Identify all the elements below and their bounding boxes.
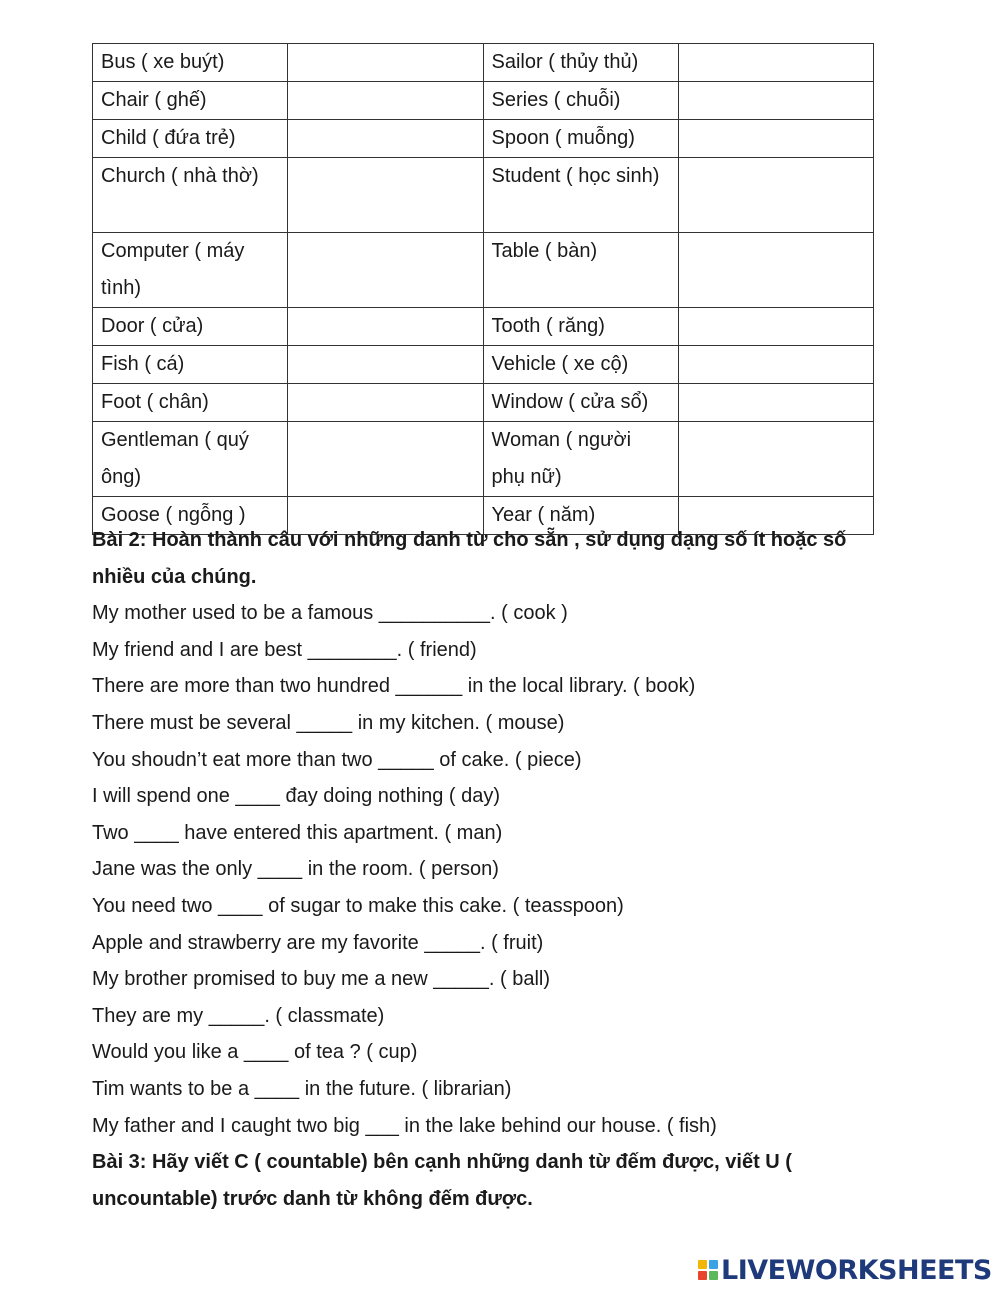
word-cell: Year ( năm) <box>483 497 678 535</box>
exercise2-sentence: You shoudn’t eat more than two _____ of cake. ( piece) <box>92 748 582 771</box>
answer-cell[interactable] <box>288 233 483 308</box>
table-row <box>93 44 874 82</box>
table-row <box>93 422 874 497</box>
word-cell: Vehicle ( xe cộ) <box>483 346 678 384</box>
exercise-content <box>92 522 952 1217</box>
table-row <box>93 346 874 384</box>
answer-cell[interactable] <box>288 384 483 422</box>
word-cell: Window ( cửa sổ) <box>483 384 678 422</box>
word-cell: Bus ( xe buýt) <box>93 44 288 82</box>
answer-cell[interactable] <box>678 82 873 120</box>
word-cell: Gentleman ( quý ông) <box>93 422 288 497</box>
word-cell: Series ( chuỗi) <box>483 82 678 120</box>
answer-cell[interactable] <box>288 44 483 82</box>
word-cell: Tooth ( răng) <box>483 308 678 346</box>
exercise2-sentence: There are more than two hundred ______ in the local library. ( book) <box>92 675 696 698</box>
exercise2-sentence: Apple and strawberry are my favorite _____. ( fruit) <box>92 931 544 954</box>
word-cell: Foot ( chân) <box>93 384 288 422</box>
word-cell: Student ( học sinh) <box>483 158 678 233</box>
exercise2-sentence: My mother used to be a famous __________. ( cook ) <box>92 602 568 625</box>
logo-text: LIVEWORKSHEETS <box>721 1254 992 1286</box>
word-cell: Sailor ( thủy thủ) <box>483 44 678 82</box>
exercise2-sentence: My brother promised to buy me a new _____. ( ball) <box>92 968 550 991</box>
word-cell: Goose ( ngỗng ) <box>93 497 288 535</box>
word-cell: Fish ( cá) <box>93 346 288 384</box>
logo-blocks-icon <box>698 1260 718 1280</box>
exercise2-sentence: You need two ____ of sugar to make this cake. ( teasspoon) <box>92 894 624 917</box>
exercise2-heading-line2: nhiều của chúng. <box>92 565 257 588</box>
logo-block-1 <box>698 1260 707 1269</box>
table-row <box>93 308 874 346</box>
word-cell: Spoon ( muỗng) <box>483 120 678 158</box>
exercise2-sentence: They are my _____. ( classmate) <box>92 1004 385 1027</box>
exercise2-sentence: Jane was the only ____ in the room. ( person) <box>92 858 499 881</box>
word-cell: Door ( cửa) <box>93 308 288 346</box>
answer-cell[interactable] <box>288 82 483 120</box>
answer-cell[interactable] <box>678 120 873 158</box>
answer-cell[interactable] <box>288 158 483 233</box>
exercise2-sentence: My friend and I are best ________. ( friend) <box>92 638 477 661</box>
table-row <box>93 82 874 120</box>
exercise2-sentence: My father and I caught two big ___ in the lake behind our house. ( fish) <box>92 1114 717 1137</box>
exercise2-sentence-list <box>92 595 952 1144</box>
answer-cell[interactable] <box>678 158 873 233</box>
answer-cell[interactable] <box>678 308 873 346</box>
exercise2-sentence: I will spend one ____ đay doing nothing ( day) <box>92 785 501 808</box>
exercise2-sentence: Would you like a ____ of tea ? ( cup) <box>92 1041 418 1064</box>
logo-block-3 <box>698 1271 707 1280</box>
answer-cell[interactable] <box>678 346 873 384</box>
answer-cell[interactable] <box>678 233 873 308</box>
answer-cell[interactable] <box>288 120 483 158</box>
word-cell: Chair ( ghế) <box>93 82 288 120</box>
exercise3-heading-line2: uncountable) trước danh từ không đếm được. <box>92 1187 533 1210</box>
logo-block-2 <box>709 1260 718 1269</box>
logo-block-4 <box>709 1271 718 1280</box>
vocabulary-table-body <box>93 44 874 535</box>
word-cell: Table ( bàn) <box>483 233 678 308</box>
answer-cell[interactable] <box>678 422 873 497</box>
answer-cell[interactable] <box>678 44 873 82</box>
exercise2-sentence: There must be several _____ in my kitchen. ( mouse) <box>92 711 565 734</box>
table-row <box>93 120 874 158</box>
table-row <box>93 384 874 422</box>
answer-cell[interactable] <box>288 346 483 384</box>
table-row <box>93 233 874 308</box>
word-cell: Woman ( người phụ nữ) <box>483 422 678 497</box>
word-cell: Computer ( máy tình) <box>93 233 288 308</box>
table-row <box>93 158 874 233</box>
exercise3-heading-line1: Bài 3: Hãy viết C ( countable) bên cạnh những danh từ đếm được, viết U ( <box>92 1151 792 1174</box>
answer-cell[interactable] <box>288 422 483 497</box>
exercise2-heading-line1: Bài 2: Hoàn thành câu với những danh từ cho sẵn , sử dụng dạng số ít hoặc số <box>92 529 847 551</box>
liveworksheets-logo <box>698 1252 992 1288</box>
word-cell: Child ( đứa trẻ) <box>93 120 288 158</box>
answer-cell[interactable] <box>678 384 873 422</box>
vocabulary-table <box>92 43 874 535</box>
exercise2-sentence: Two ____ have entered this apartment. ( man) <box>92 821 503 844</box>
word-cell: Church ( nhà thờ) <box>93 158 288 233</box>
exercise2-sentence: Tim wants to be a ____ in the future. ( librarian) <box>92 1077 512 1100</box>
answer-cell[interactable] <box>288 308 483 346</box>
